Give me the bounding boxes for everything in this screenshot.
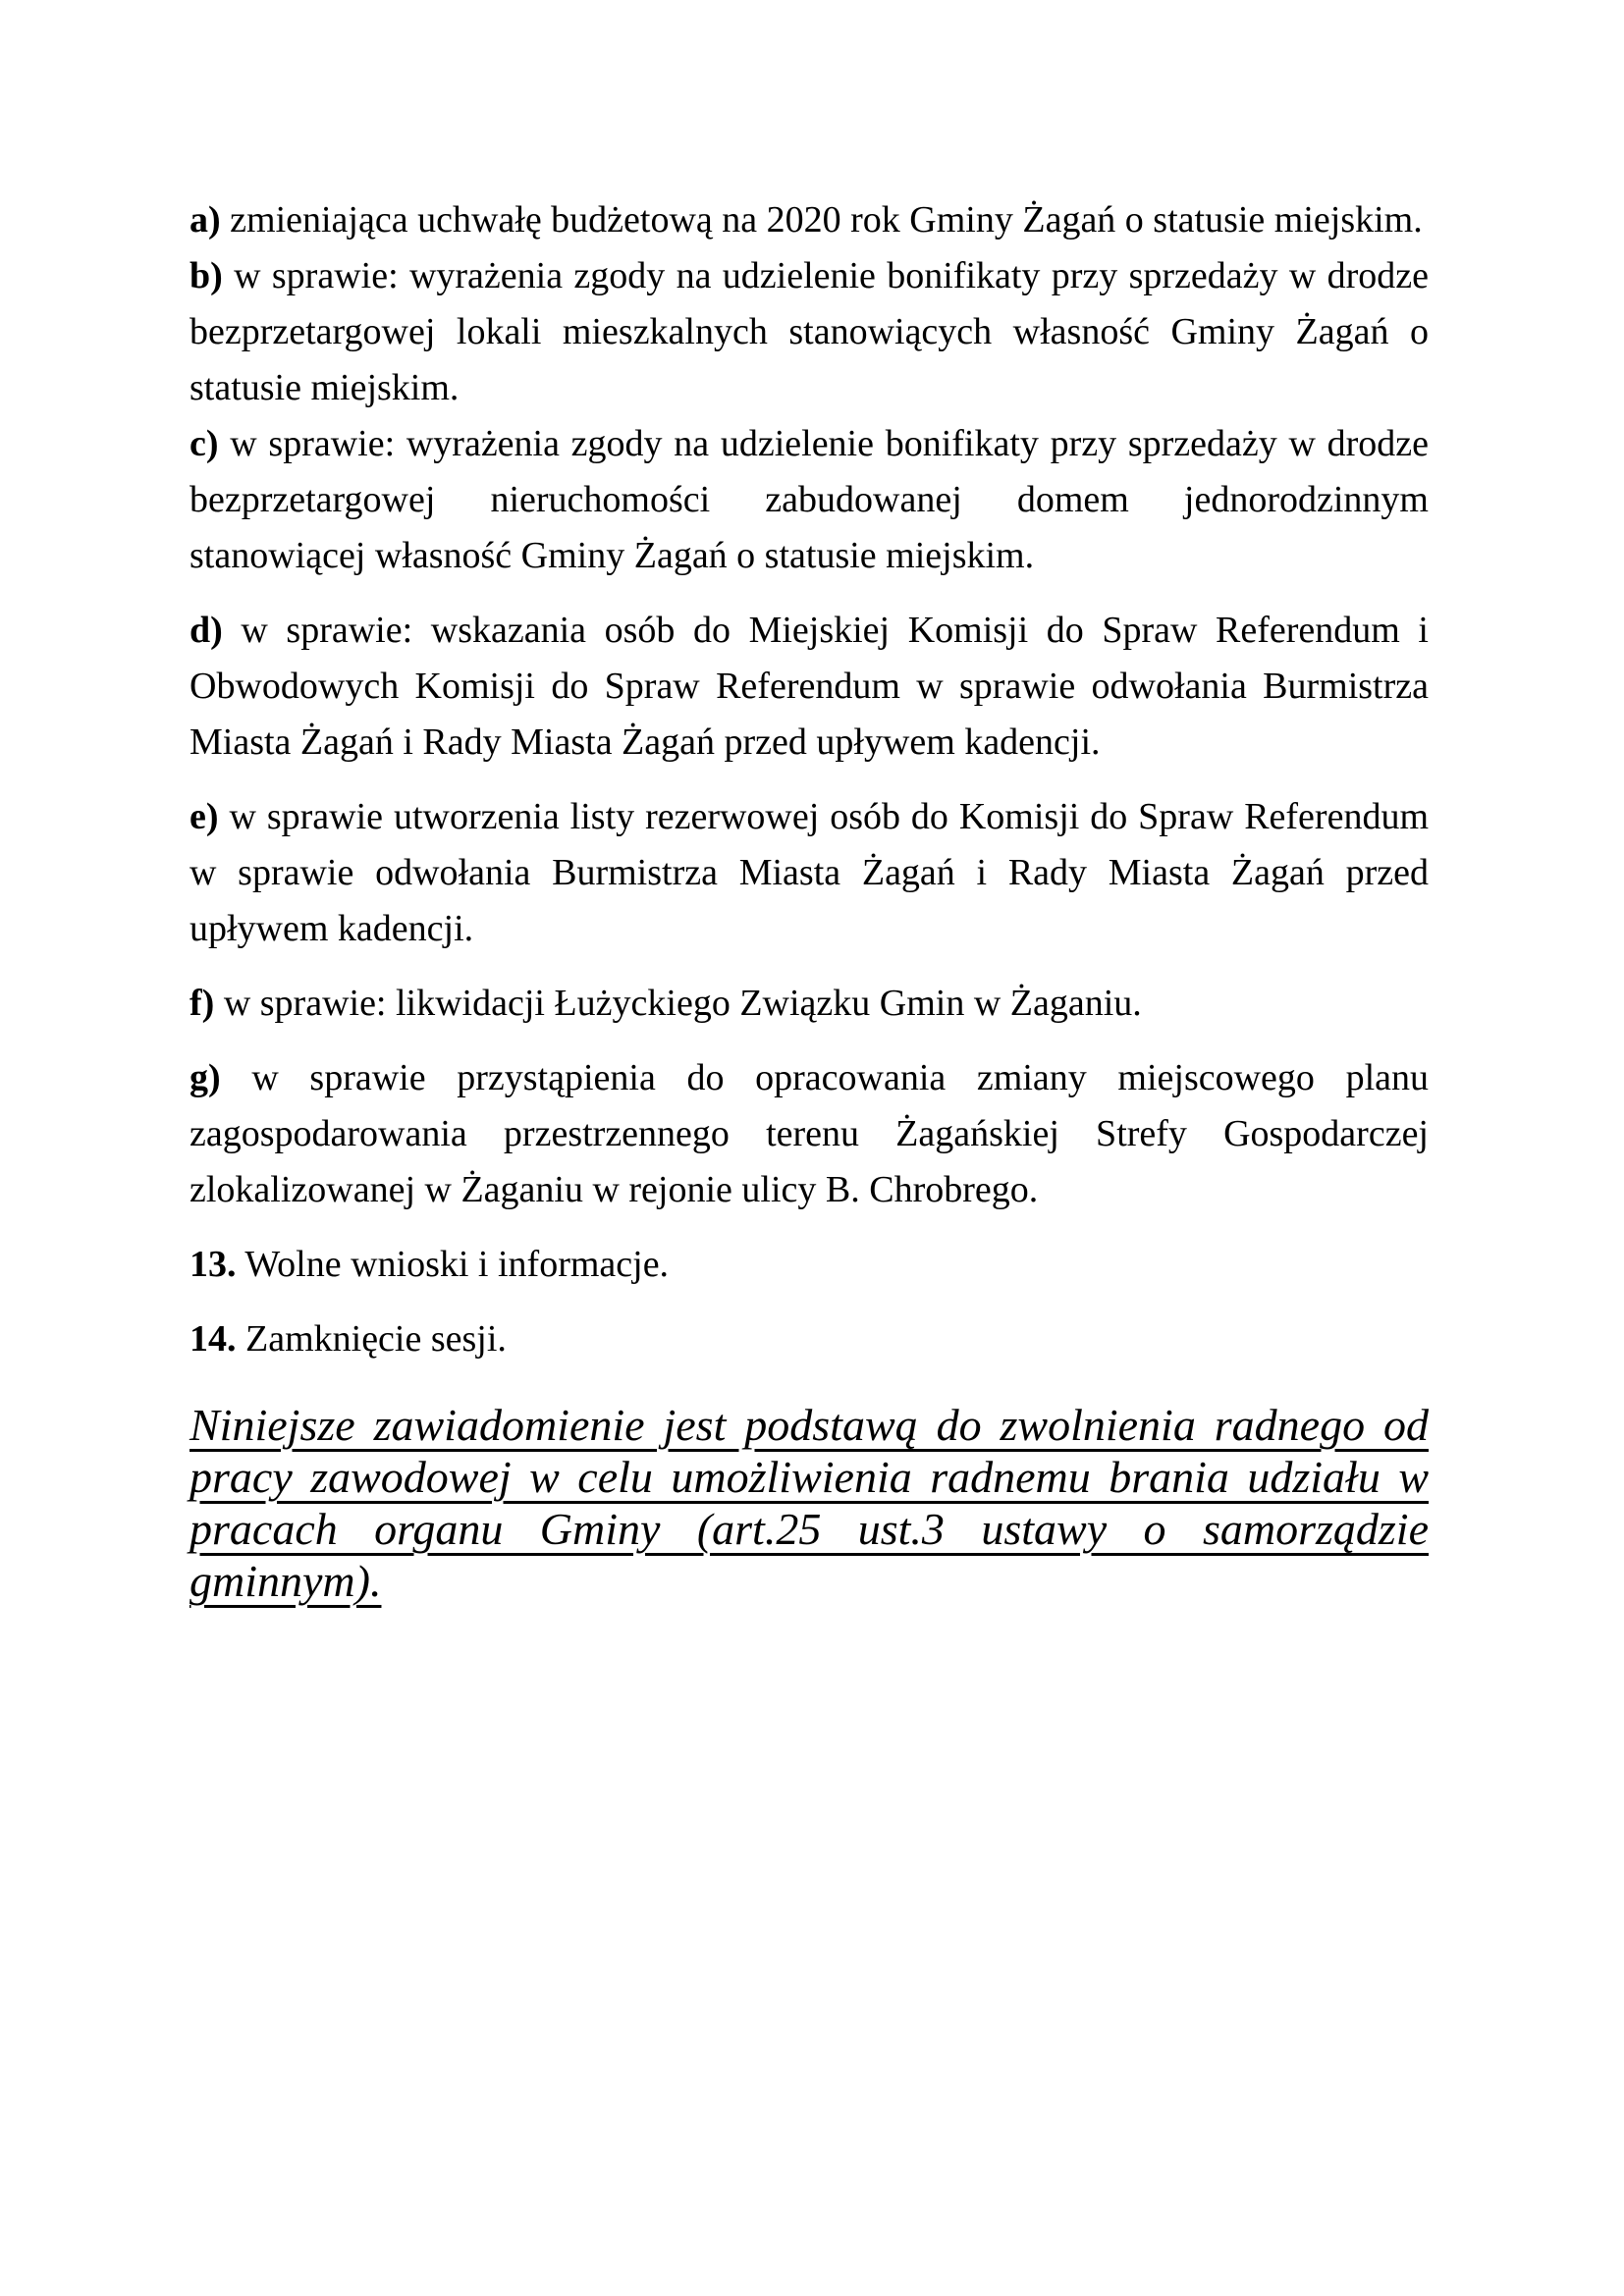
item-label: 13.: [189, 1244, 237, 1285]
item-label: 14.: [189, 1318, 237, 1360]
item-label: b): [189, 255, 223, 296]
item-text: zmieniająca uchwałę budżetową na 2020 rok Gminy Żagań o statusie miejskim.: [230, 199, 1423, 240]
agenda-item-13: [189, 1237, 1429, 1293]
item-label: a): [189, 199, 221, 240]
list-item-b: [189, 248, 1429, 416]
document-body: [189, 192, 1429, 1607]
item-label: g): [189, 1057, 221, 1098]
list-item-d: [189, 603, 1429, 771]
item-label: e): [189, 796, 219, 837]
item-text: w sprawie przystąpienia do opracowania zmiany miejscowego planu zagospodarowania przestrzennego terenu Żagańskiej Strefy Gospodarczej zlokalizowanej w Żaganiu w rejonie ulicy B. Chrobrego.: [189, 1057, 1429, 1210]
item-text: Zamknięcie sesji.: [245, 1318, 507, 1360]
list-item-e: [189, 789, 1429, 957]
item-label: d): [189, 610, 223, 651]
list-item-g: [189, 1050, 1429, 1218]
agenda-item-14: [189, 1311, 1429, 1367]
legal-notice: Niniejsze zawiadomienie jest podstawą do zwolnienia radnego od pracy zawodowej w celu umożliwienia radnemu brania udziału w pracach organu Gminy (art.25 ust.3 ustawy o samorządzie gminnym).: [189, 1400, 1429, 1606]
item-text: w sprawie: likwidacji Łużyckiego Związku Gmin w Żaganiu.: [223, 983, 1142, 1024]
item-label: c): [189, 423, 219, 464]
item-text: w sprawie: wskazania osób do Miejskiej Komisji do Spraw Referendum i Obwodowych Komisji do Spraw Referendum w sprawie odwołania Burmistrza Miasta Żagań i Rady Miasta Żagań przed upływem kadencji.: [189, 610, 1429, 763]
item-text: Wolne wnioski i informacje.: [244, 1244, 670, 1285]
item-text: w sprawie: wyrażenia zgody na udzielenie bonifikaty przy sprzedaży w drodze bezprzetargowej nieruchomości zabudowanej domem jednorodzinnym stanowiącej własność Gminy Żagań o statusie miejskim.: [189, 423, 1429, 576]
item-text: w sprawie: wyrażenia zgody na udzielenie bonifikaty przy sprzedaży w drodze bezprzetargowej lokali mieszkalnych stanowiących własność Gminy Żagań o statusie miejskim.: [189, 255, 1429, 408]
item-label: f): [189, 983, 215, 1024]
list-item-a: [189, 192, 1429, 248]
list-item-f: [189, 976, 1429, 1032]
list-item-c: [189, 416, 1429, 584]
item-text: w sprawie utworzenia listy rezerwowej osób do Komisji do Spraw Referendum w sprawie odwołania Burmistrza Miasta Żagań i Rady Miasta Żagań przed upływem kadencji.: [189, 796, 1430, 949]
